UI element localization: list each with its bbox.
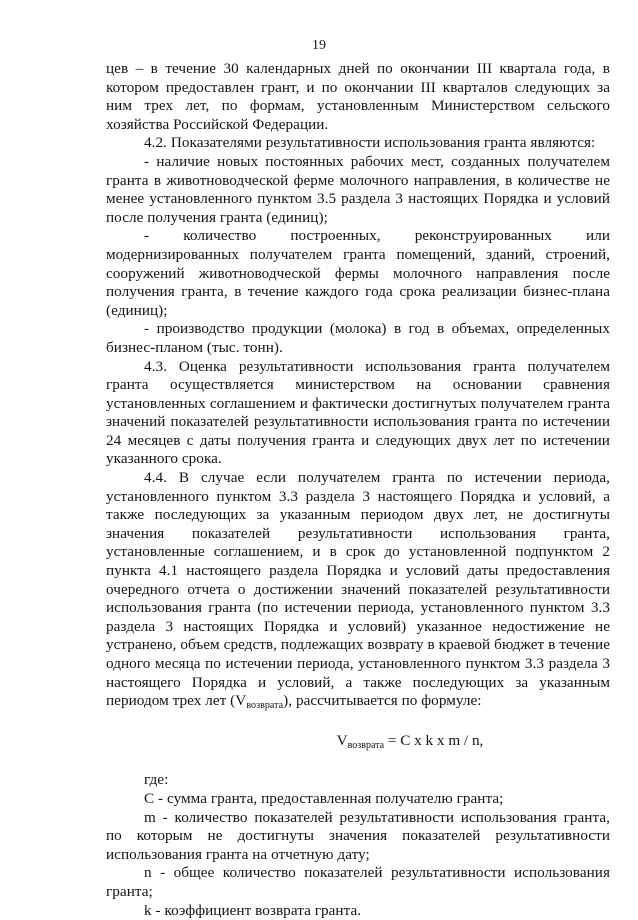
formula-subscript: возврата: [347, 739, 385, 751]
paragraph-4-3: 4.3. Оценка результативности использования гранта получателем гранта осуществляется министерством на основании сравнения установленных соглашением и фактически достигнутых получателем гранта значений показателей результативности использования гранта по истечении 24 месяцев с даты получения гранта и следующих двух лет по истечении указанного срока.: [106, 357, 610, 468]
paragraph-4-4-main: 4.4. В случае если получателем гранта по истечении периода, установленного пунктом 3.3 раздела 3 настоящего Порядка и условий, а также последующих за указанным периодом двух лет, не достигнуты значения показателей результативности использования гранта, установленные соглашением, и в срок до установленной подпунктом 2 пункта 4.1 настоящего раздела Порядка и условий даты предоставления очередного отчета о достижении значений показателей результативности использования гранта (по истечении периода, установленного пунктом 3.3 раздела 3 настоящих Порядка и условий) указанное недостижение не устранено, объем средств, подлежащих возврату в краевой бюджет в течение одного месяца по истечении периода, установленного пунктом 3.3 раздела 3 настоящего Порядка и условий, а также последующих за указанным периодом трех лет (V: [106, 469, 610, 710]
indicator-buildings: - количество построенных, реконструированных или модернизированных получателем гранта помещений, зданий, строений, сооружений животноводческой фермы молочного направления после получения гранта, в течение каждого года срока реализации бизнес-плана (единиц);: [106, 227, 610, 319]
formula-v: V: [336, 731, 348, 749]
paragraph-4-4-subscript: возврата: [246, 700, 284, 712]
page-number: 19: [312, 38, 326, 53]
indicator-jobs: - наличие новых постоянных рабочих мест, созданных получателем гранта в животноводческой ферме молочного направления, в количестве не менее установленного пунктом 3.5 раздела 3 настоящих Порядка и условий после получения гранта (единиц);: [106, 152, 610, 226]
definition-m: m - количество показателей результативности использования гранта, по которым не достигнуты значения показателей результативности использования гранта на отчетную дату;: [106, 808, 610, 863]
indicator-milk: - производство продукции (молока) в год в объемах, определенных бизнес-планом (тыс. тонн).: [106, 320, 610, 356]
return-formula: [106, 732, 610, 751]
paragraph-4-4: [106, 469, 610, 711]
paragraph-4-2: 4.2. Показателями результативности использования гранта являются:: [144, 134, 596, 152]
document-body: [106, 60, 610, 920]
paragraph-continuation: цев – в течение 30 календарных дней по окончании III квартала года, в котором предоставлен грант, и по окончании III кварталов следующих за ним трех лет, по формам, установленным Министерством сельского хозяйства Российской Федерации.: [106, 60, 610, 133]
definition-k: k - коэффициент возврата гранта.: [144, 901, 362, 919]
formula-expression: = C x k x m / n,: [384, 731, 484, 749]
definition-n: n - общее количество показателей результативности использования гранта;: [106, 864, 610, 900]
paragraph-4-4-tail: ), рассчитывается по формуле:: [283, 692, 482, 710]
definition-c: C - сумма гранта, предоставленная получателю гранта;: [144, 789, 504, 807]
where-label: где:: [144, 771, 169, 789]
